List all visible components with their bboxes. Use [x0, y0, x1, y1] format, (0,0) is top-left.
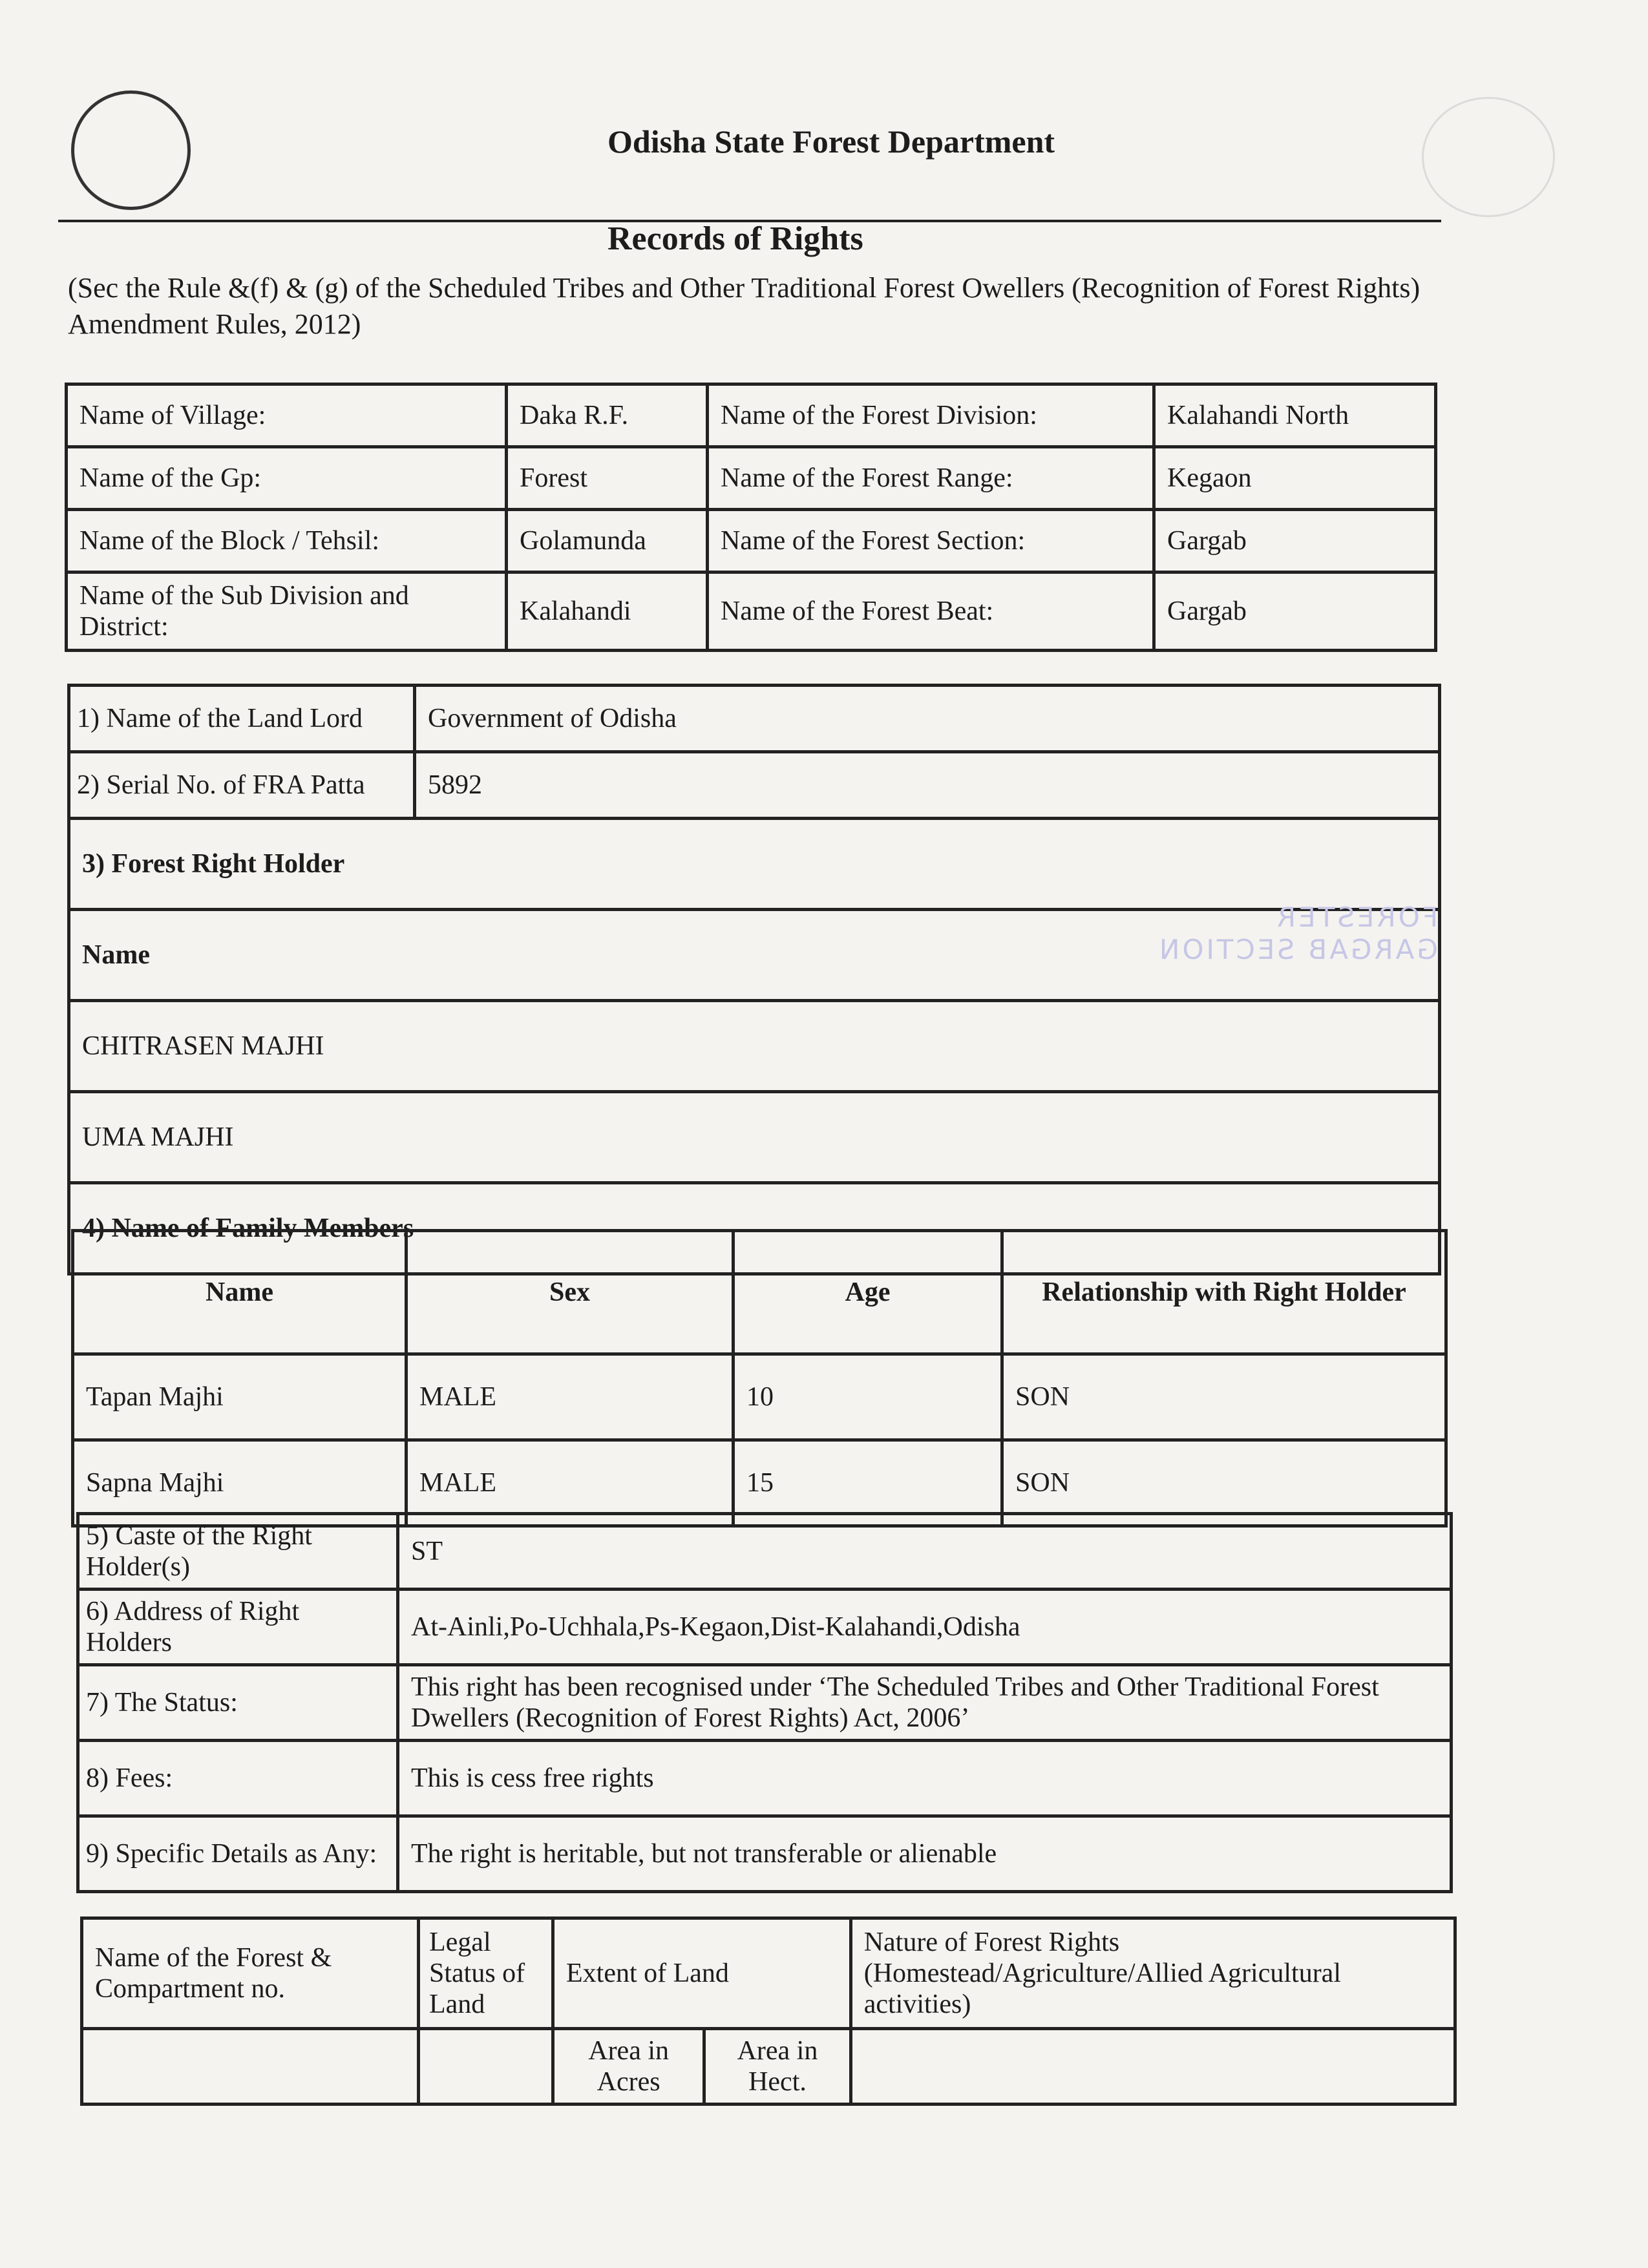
holder-heading: 3) Forest Right Holder: [69, 819, 1440, 910]
address-label: 6) Address of Right Holders: [78, 1590, 398, 1665]
subdivision-value: Kalahandi: [507, 572, 708, 651]
member-name: Tapan Majhi: [73, 1354, 407, 1440]
member-name: Sapna Majhi: [73, 1440, 407, 1526]
caste-value: ST: [398, 1514, 1452, 1590]
landlord-label: 1) Name of the Land Lord: [69, 686, 415, 752]
name-heading: Name: [69, 910, 1440, 1001]
serial-label: 2) Serial No. of FRA Patta: [69, 752, 415, 819]
specific-label: 9) Specific Details as Any:: [78, 1816, 398, 1892]
rule-reference: (Sec the Rule &(f) & (g) of the Scheduled Tribes and Other Traditional Forest Owellers (Recognition of Forest Rights) Amendment Rules, 2012): [68, 272, 1421, 340]
land-table: [80, 1916, 1457, 2106]
beat-value: Gargab: [1154, 572, 1436, 651]
member-age: 15: [734, 1440, 1002, 1526]
member-age: 10: [734, 1354, 1002, 1440]
nature-header: Nature of Forest Rights (Homestead/Agriculture/Allied Agricultural activities): [850, 1918, 1455, 2029]
document-title: Records of Rights: [607, 220, 863, 257]
location-table: [65, 383, 1437, 652]
holder-name-2: UMA MAJHI: [69, 1092, 1440, 1183]
block-value: Golamunda: [507, 510, 708, 572]
family-col-name: Name: [73, 1231, 407, 1354]
range-value: Kegaon: [1154, 447, 1436, 510]
empty-cell: [850, 2029, 1455, 2105]
member-sex: MALE: [407, 1354, 734, 1440]
family-col-relationship: Relationship with Right Holder: [1002, 1231, 1446, 1354]
holder-name-1: CHITRASEN MAJHI: [69, 1001, 1440, 1092]
family-col-age: Age: [734, 1231, 1002, 1354]
extent-header: Extent of Land: [553, 1918, 851, 2029]
department-title: Odisha State Forest Department: [607, 123, 1055, 160]
member-relation: SON: [1002, 1354, 1446, 1440]
block-label: Name of the Block / Tehsil:: [67, 510, 507, 572]
subdivision-label: Name of the Sub Division and District:: [67, 572, 507, 651]
specific-value: The right is heritable, but not transferable or alienable: [398, 1816, 1452, 1892]
caste-label: 5) Caste of the Right Holder(s): [78, 1514, 398, 1590]
village-value: Daka R.F.: [507, 384, 708, 447]
odisha-emblem: [71, 90, 191, 210]
serial-value: 5892: [415, 752, 1440, 819]
record-table: [67, 684, 1441, 1276]
gp-label: Name of the Gp:: [67, 447, 507, 510]
status-value: This right has been recognised under ‘The Scheduled Tribes and Other Traditional Forest Dwellers (Recognition of Forest Rights) Act, 2006’: [398, 1665, 1452, 1741]
area-hect-header: Area in Hect.: [704, 2029, 850, 2105]
address-value: At-Ainli,Po-Uchhala,Ps-Kegaon,Dist-Kalahandi,Odisha: [398, 1590, 1452, 1665]
member-relation: SON: [1002, 1440, 1446, 1526]
empty-cell: [82, 2029, 419, 2105]
fees-value: This is cess free rights: [398, 1741, 1452, 1816]
family-table: [71, 1229, 1448, 1528]
stamp-line-2: GARGAB SECTION: [1157, 934, 1438, 965]
division-value: Kalahandi North: [1154, 384, 1436, 447]
legal-status-header: Legal Status of Land: [419, 1918, 553, 2029]
odisha-emblem-faded: [1422, 97, 1555, 217]
empty-cell: [419, 2029, 553, 2105]
section-value: Gargab: [1154, 510, 1436, 572]
family-col-sex: Sex: [407, 1231, 734, 1354]
village-label: Name of Village:: [67, 384, 507, 447]
landlord-value: Government of Odisha: [415, 686, 1440, 752]
section-label: Name of the Forest Section:: [708, 510, 1154, 572]
family-heading: 4) Name of Family Members: [69, 1183, 1440, 1274]
forester-stamp: [1157, 901, 1438, 966]
gp-value: Forest: [507, 447, 708, 510]
stamp-line-1: FORESTER: [1274, 901, 1438, 933]
beat-label: Name of the Forest Beat:: [708, 572, 1154, 651]
forest-compartment-header: Name of the Forest & Compartment no.: [82, 1918, 419, 2029]
table-row: [73, 1354, 1446, 1440]
fees-label: 8) Fees:: [78, 1741, 398, 1816]
details-table: [76, 1512, 1453, 1893]
area-acres-header: Area in Acres: [553, 2029, 704, 2105]
division-label: Name of the Forest Division:: [708, 384, 1154, 447]
range-label: Name of the Forest Range:: [708, 447, 1154, 510]
status-label: 7) The Status:: [78, 1665, 398, 1741]
member-sex: MALE: [407, 1440, 734, 1526]
